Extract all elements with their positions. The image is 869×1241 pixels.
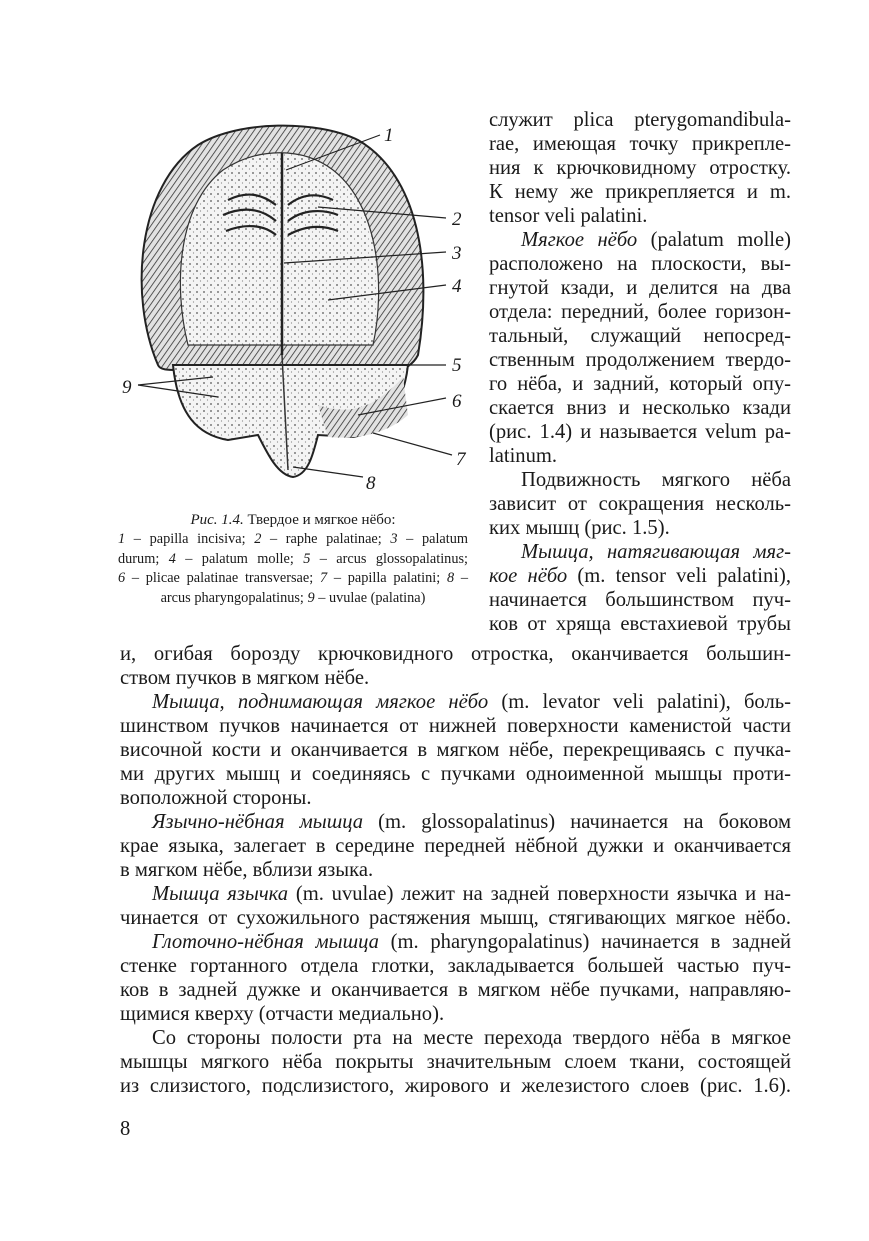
caption-item-number: 5 [303,550,311,567]
caption-line [118,589,468,609]
text-line [489,180,791,204]
caption-item-number: 1 [118,531,126,547]
caption-item-text: – papilla palatini; [327,570,447,586]
text-run: ния к крючковидному отростку. [489,157,791,179]
text-line [489,540,791,564]
text-line [120,1026,791,1050]
figure-label-3: 3 [452,243,462,264]
text-run: крае языка, залегает в середине передней нёбной дужки и оканчивается [120,835,791,857]
text-line [489,132,791,156]
page-number: 8 [120,1118,131,1140]
caption-item-number: 8 [446,570,455,586]
text-run: rae, имеющая точку прикрепле- [489,133,791,155]
text-line [120,1074,791,1098]
text-run: шинством пучков начинается от нижней поверхности каменистой части [120,715,791,737]
text-line [489,156,791,180]
text-line [489,492,791,516]
caption-item-text: durum; [118,550,169,567]
text-line [489,396,791,420]
text-run: мышцы мягкого нёба покрыты значительным слоем ткани, состоящей [120,1051,791,1073]
figure-label-2: 2 [452,209,462,230]
text-run: щимися кверху (отчасти медиально). [120,1003,445,1025]
text-line [120,762,791,786]
text-line [120,978,791,1002]
italic-term: Мышца, поднимающая мягкое нёбо [152,691,489,713]
italic-term: Мышца язычка [152,883,289,905]
text-run: К нему же прикрепляется и m. [489,181,791,203]
text-run: Подвижность мягкого нёба [521,469,791,491]
text-line [120,690,791,714]
text-run: ственным продолжением твердо- [489,349,791,371]
text-line [489,564,791,588]
text-run: (m. glossopalatinus) начинается на боковом [363,811,791,833]
palate-drawing [118,115,478,505]
text-line [120,666,791,690]
caption-item-text: – raphe palatinae; [261,531,391,547]
text-line [489,324,791,348]
text-line [120,786,791,810]
caption-item-text: – uvulae (palatina) [314,589,426,606]
caption-item-text: – arcus glossopalatinus; [310,550,469,567]
text-run: из слизистого, подслизистого, жирового и железистого слоев (рис. 1.6). [120,1075,791,1097]
text-line [120,882,791,906]
caption-item-number: 6 [118,570,126,586]
text-line [489,444,791,468]
text-run: начинается большинством пуч- [489,589,791,611]
figure-label-6: 6 [452,391,462,412]
text-run: ством пучков в мягком нёбе. [120,667,370,689]
caption-item-text: – palatum molle; [175,550,304,567]
caption-item-text: – palatum [397,531,469,547]
figure-label-1: 1 [384,125,394,146]
text-run: (рис. 1.4) и называется velum pa- [489,421,791,443]
text-run: тальный, служащий непосред- [489,325,791,347]
text-run: (m. pharyngopalatinus) начинается в задней [378,931,791,953]
text-line [120,858,791,882]
text-run: latinum. [489,445,558,467]
text-line [489,372,791,396]
figure-label-8: 8 [366,473,376,494]
text-run: скается вниз и несколько кзади [489,397,791,419]
caption-line [118,530,468,550]
text-run: воположной стороны. [120,787,312,809]
text-line [489,516,791,540]
text-run: (palatum molle) [637,229,792,251]
figure-label-7: 7 [456,449,466,470]
text-line [120,738,791,762]
caption-item-text: – [454,570,468,586]
caption-item-text: – plicae palatinae transversae; [125,570,320,586]
text-line [120,906,791,930]
text-line [120,714,791,738]
text-run: в мягком нёбе, вблизи языка. [120,859,374,881]
text-run: служит plica pterygomandibula- [489,109,791,131]
text-line [489,300,791,324]
text-run: расположено на плоскости, вы- [489,253,791,275]
text-run: (m. uvulae) лежит на задней поверхности язычка и на- [288,883,791,905]
text-line [489,348,791,372]
text-run: стенке гортанного отдела глотки, закладывается большей частью пуч- [120,955,791,977]
text-line [120,642,791,666]
text-run: ких мышц (рис. 1.5). [489,517,670,539]
text-line [489,420,791,444]
figure-label-5: 5 [452,355,462,376]
text-line [489,468,791,492]
caption-item-number: 4 [168,550,176,567]
italic-term: Мягкое нёбо [521,229,638,251]
italic-term: Мышца, натягивающая мяг- [521,541,791,563]
text-line [120,930,791,954]
text-line [120,834,791,858]
caption-item-text: – papilla incisiva; [125,531,255,547]
text-line [489,228,791,252]
caption-item-number: 3 [390,531,398,547]
text-line [489,612,791,636]
caption-item-number: 2 [254,531,262,547]
italic-term: Глоточно-нёбная мышца [152,931,379,953]
text-run: (m. tensor veli palatini), [567,565,791,587]
text-line [489,252,791,276]
text-line [120,954,791,978]
text-line [489,588,791,612]
text-line [120,810,791,834]
text-line [489,276,791,300]
figure-caption [118,510,468,608]
italic-term: Язычно-нёбная мышца [152,811,364,833]
text-run: Со стороны полости рта на месте перехода твердого нёба в мягкое [152,1027,791,1049]
figure-label-4: 4 [452,276,462,297]
text-run: ков в задней дужке и оканчивается в мягком нёбе пучками, направляю- [120,979,791,1001]
text-run: и, огибая борозду крючковидного отростка, оканчивается большин- [120,643,791,665]
text-run: гнутой кзади, и делится на два [489,277,791,299]
caption-item-number: 7 [319,570,328,586]
text-run: зависит от сокращения несколь- [489,493,791,515]
caption-item-text: arcus pharyngopalatinus; [160,589,308,606]
caption-line [118,569,468,589]
caption-line [118,550,468,570]
text-line [120,1050,791,1074]
text-run: ми других мышц и соединяясь с пучками одноименной мышцы проти- [120,763,791,785]
text-run: отдела: передний, более горизон- [489,301,791,323]
caption-title: Рис. 1.4. Твердое и мягкое нёбо: [190,512,396,528]
text-line [489,204,791,228]
text-line [489,108,791,132]
text-line [120,1002,791,1026]
text-run: височной кости и оканчивается в мягком нёбе, перекрещиваясь с пучка- [120,739,791,761]
text-run: (m. levator veli palatini), боль- [488,691,791,713]
palate-illustration [118,115,478,505]
text-run: чинается от сухожильного растяжения мышц, стягивающих мягкое нёбо. [120,907,791,929]
text-run: ков от хряща евстахиевой трубы [489,613,791,635]
caption-item-number: 9 [307,589,315,606]
text-run: го нёба, и задний, который опу- [489,373,791,395]
italic-term: кое нёбо [489,565,568,587]
text-run: tensor veli palatini. [489,205,648,227]
figure-label-9: 9 [122,377,132,398]
